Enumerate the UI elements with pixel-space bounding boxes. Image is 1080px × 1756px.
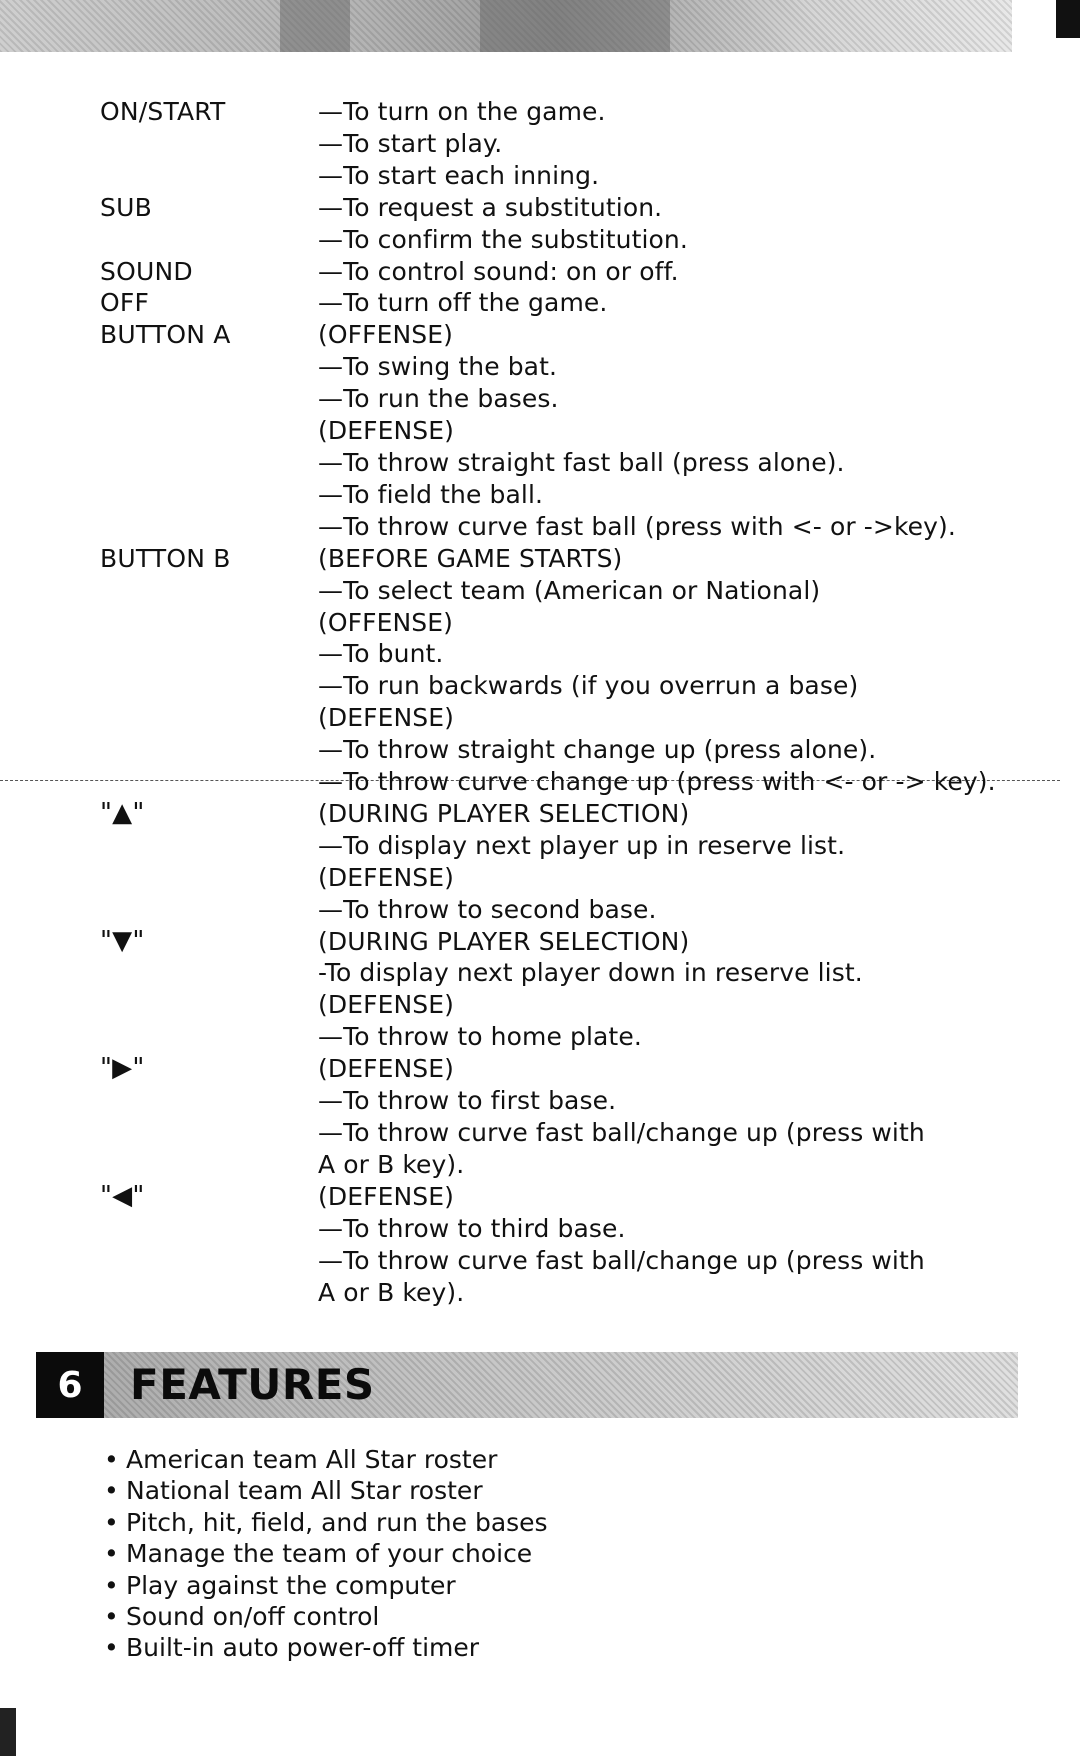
control-row: [100, 287, 1060, 319]
feature-item: [104, 1601, 548, 1632]
control-description: [318, 798, 1060, 926]
control-description: [318, 1053, 1060, 1181]
control-description-line: -To display next player down in reserve list.: [318, 958, 863, 988]
control-description-line: —To select team (American or National): [318, 575, 821, 605]
control-row: [100, 256, 1060, 288]
control-description: [318, 287, 1060, 319]
feature-item: [104, 1475, 548, 1506]
control-row: [100, 319, 1060, 542]
control-description-line: —To display next player up in reserve list.: [318, 830, 846, 860]
control-description-line: —To run the bases.: [318, 384, 559, 414]
control-description: [318, 256, 1060, 288]
control-description: [318, 543, 1060, 798]
control-description: [318, 96, 1060, 192]
section-title: FEATURES: [130, 1360, 375, 1409]
control-description-line: (DEFENSE): [318, 416, 454, 446]
control-key: OFF: [100, 288, 150, 318]
feature-text: Pitch, hit, field, and run the bases: [126, 1507, 548, 1537]
control-description: [318, 926, 1060, 1054]
bullet-icon: •: [104, 1539, 119, 1569]
bottom-marker: [0, 1708, 16, 1756]
feature-text: American team All Star roster: [126, 1445, 498, 1474]
control-description-line: A or B key).: [318, 1277, 465, 1307]
control-description-line: —To throw to third base.: [318, 1213, 626, 1243]
control-description-line: (BEFORE GAME STARTS): [318, 543, 623, 573]
feature-item: [104, 1538, 548, 1569]
control-description-line: (DEFENSE): [318, 862, 454, 892]
control-key: BUTTON A: [100, 320, 231, 350]
bullet-icon: •: [104, 1602, 119, 1632]
feature-text: Play against the computer: [126, 1570, 456, 1600]
control-description-line: (DURING PLAYER SELECTION): [318, 798, 690, 828]
control-description-line: —To throw straight fast ball (press alone).: [318, 447, 845, 477]
control-description-line: —To throw straight change up (press alone).: [318, 735, 877, 765]
control-description-line: A or B key).: [318, 1149, 465, 1179]
feature-text: Built-in auto power-off timer: [126, 1633, 480, 1663]
feature-item: [104, 1444, 548, 1475]
control-row: [100, 543, 1060, 798]
band-shade: [280, 0, 350, 52]
features-section-header: [36, 1352, 1018, 1418]
feature-item: [104, 1570, 548, 1601]
control-description-line: (OFFENSE): [318, 320, 454, 350]
section-number: 6: [36, 1352, 104, 1418]
control-description-line: (DEFENSE): [318, 1181, 454, 1211]
control-description: [318, 192, 1060, 256]
bullet-icon: •: [104, 1570, 119, 1600]
control-description-line: —To turn off the game.: [318, 288, 608, 318]
control-description-line: —To confirm the substitution.: [318, 224, 688, 254]
control-row: [100, 1181, 1060, 1309]
control-description-line: —To throw to first base.: [318, 1086, 617, 1116]
control-key: "▼": [100, 925, 145, 956]
control-key: "▲": [100, 797, 145, 828]
feature-text: National team All Star roster: [126, 1476, 483, 1506]
band-shade: [480, 0, 670, 52]
control-description: [318, 1181, 1060, 1309]
control-description-line: —To throw curve fast ball/change up (press with: [318, 1245, 925, 1275]
control-description-line: —To swing the bat.: [318, 352, 558, 382]
feature-item: [104, 1632, 548, 1663]
control-description-line: —To throw to home plate.: [318, 1022, 642, 1052]
control-description-line: —To field the ball.: [318, 479, 544, 509]
control-key: "▶": [100, 1053, 145, 1084]
feature-item: [104, 1507, 548, 1538]
control-description-line: —To throw curve fast ball (press with <- or ->key).: [318, 511, 956, 541]
control-key: "◀": [100, 1180, 145, 1211]
feature-text: Sound on/off control: [126, 1602, 380, 1632]
bullet-icon: •: [104, 1445, 119, 1474]
control-description-line: —To throw curve fast ball/change up (press with: [318, 1118, 925, 1147]
bullet-icon: •: [104, 1476, 119, 1506]
control-description-line: —To turn on the game.: [318, 97, 606, 126]
control-description-line: (DEFENSE): [318, 703, 454, 733]
control-description-line: —To run backwards (if you overrun a base): [318, 671, 859, 701]
control-key: SOUND: [100, 256, 193, 286]
control-key: ON/START: [100, 97, 226, 126]
control-row: [100, 926, 1060, 1054]
corner-marker: [1056, 0, 1080, 38]
control-description-line: —To bunt.: [318, 639, 444, 669]
control-description-line: —To start play.: [318, 128, 503, 158]
control-description-line: —To throw to second base.: [318, 894, 657, 924]
top-decorative-band: [0, 0, 1012, 52]
control-row: [100, 96, 1060, 192]
feature-text: Manage the team of your choice: [126, 1539, 533, 1569]
control-key: SUB: [100, 192, 152, 222]
features-list: [104, 1444, 548, 1664]
control-description-line: (OFFENSE): [318, 607, 454, 637]
control-description-line: (DURING PLAYER SELECTION): [318, 926, 690, 956]
controls-list: [100, 96, 1060, 1308]
control-key: BUTTON B: [100, 543, 231, 573]
control-description-line: (DEFENSE): [318, 1054, 454, 1084]
bullet-icon: •: [104, 1633, 119, 1663]
control-description-line: —To start each inning.: [318, 160, 600, 190]
bullet-icon: •: [104, 1507, 119, 1537]
control-description-line: —To request a substitution.: [318, 192, 663, 222]
control-description-line: —To throw curve change up (press with <- or -> key).: [318, 767, 996, 797]
control-description-line: (DEFENSE): [318, 990, 454, 1020]
control-row: [100, 192, 1060, 256]
control-row: [100, 1053, 1060, 1181]
control-description: [318, 319, 1060, 542]
control-description-line: —To control sound: on or off.: [318, 256, 679, 286]
control-row: [100, 798, 1060, 926]
